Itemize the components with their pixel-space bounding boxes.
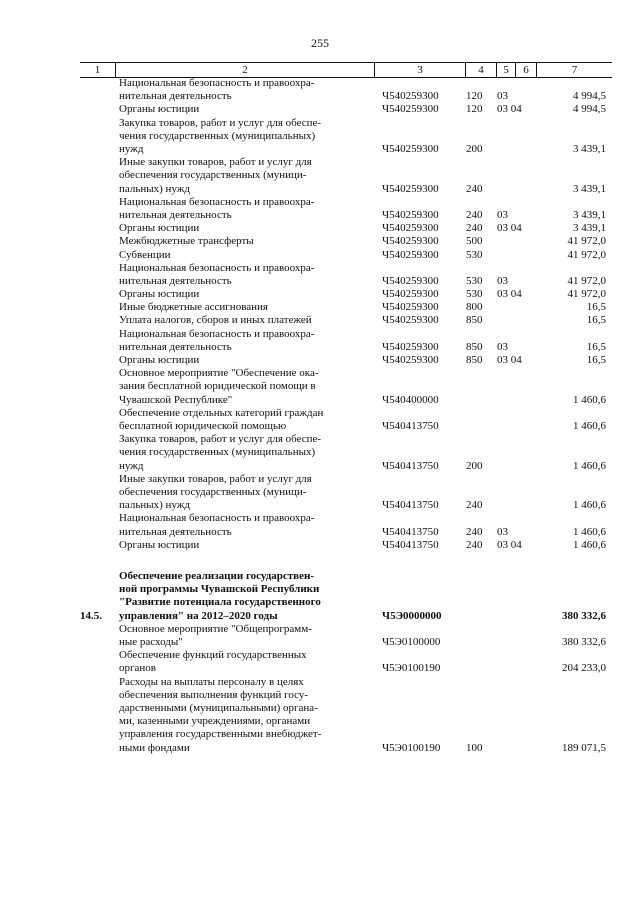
row-amount: 3 439,1 (573, 182, 606, 195)
row-name-line: бесплатной юридической помощью (119, 420, 287, 433)
row-amount: 1 460,6 (573, 420, 606, 433)
row-name-line: Национальная безопасность и правоохра- (119, 327, 315, 340)
row-name-line: чения государственных (муниципальных) (119, 129, 316, 142)
header-col-2: 2 (242, 64, 248, 76)
row-expense-type: 240 (466, 208, 483, 221)
row-name-line: Органы юстиции (119, 288, 200, 301)
row-section: 03 04 (497, 103, 522, 116)
row-name-line: нительная деятельность (119, 90, 232, 103)
row-code: Ч5Э0100190 (382, 741, 441, 754)
row-expense-type: 240 (466, 222, 483, 235)
row-name-line: нужд (119, 459, 144, 472)
row-amount: 380 332,6 (562, 609, 606, 622)
row-name-line: Уплата налогов, сборов и иных платежей (119, 314, 312, 327)
row-expense-type: 200 (466, 142, 483, 155)
row-section: 03 (497, 274, 508, 287)
row-name-line: управления государственными внебюджет- (119, 728, 322, 741)
row-name-line: нительная деятельность (119, 525, 232, 538)
row-name (119, 433, 364, 473)
header-col-4: 4 (478, 64, 484, 76)
row-expense-type: 500 (466, 235, 483, 248)
row-amount: 1 460,6 (573, 393, 606, 406)
row-name-line: Органы юстиции (119, 222, 200, 235)
row-amount: 41 972,0 (567, 235, 606, 248)
table-row (0, 407, 640, 433)
row-amount: 16,5 (586, 354, 606, 367)
row-expense-type: 850 (466, 340, 483, 353)
row-code: Ч540259300 (382, 142, 439, 155)
row-name (119, 367, 364, 407)
table-row (0, 235, 640, 248)
row-name (119, 117, 364, 157)
row-name (119, 473, 364, 513)
table-row (0, 77, 640, 103)
table-row (0, 473, 640, 513)
row-amount: 1 460,6 (573, 459, 606, 472)
table-row (0, 288, 640, 301)
row-name (119, 196, 364, 222)
row-expense-type: 800 (466, 301, 483, 314)
row-code: Ч540413750 (382, 499, 439, 512)
row-name (119, 649, 364, 675)
row-expense-type: 530 (466, 288, 483, 301)
table-row (0, 314, 640, 327)
row-name-line: Основное мероприятие "Обеспечение ока- (119, 367, 319, 380)
row-code: Ч540413750 (382, 538, 439, 551)
header-col-3: 3 (417, 64, 423, 76)
row-name-line: Субвенции (119, 248, 171, 261)
row-expense-type: 120 (466, 103, 483, 116)
row-name-line: нительная деятельность (119, 208, 232, 221)
header-col-1: 1 (94, 64, 101, 76)
row-name-line: Национальная безопасность и правоохра- (119, 261, 315, 274)
row-code: Ч540259300 (382, 182, 439, 195)
table-row (0, 676, 640, 755)
row-name-line: Обеспечение реализации государствен- (119, 569, 314, 582)
row-name-line: ными фондами (119, 741, 190, 754)
table-row (0, 539, 640, 552)
row-code: Ч540259300 (382, 314, 439, 327)
row-name-line: Национальная безопасность и правоохра- (119, 512, 315, 525)
row-name (119, 288, 364, 301)
row-name (119, 301, 364, 314)
table-row (0, 262, 640, 288)
table-row (0, 249, 640, 262)
table-row (0, 222, 640, 235)
row-amount: 41 972,0 (567, 274, 606, 287)
row-section: 03 04 (497, 538, 522, 551)
table-row (0, 433, 640, 473)
row-amount: 41 972,0 (567, 248, 606, 261)
row-name (119, 407, 364, 433)
header-col-5: 5 (503, 64, 509, 76)
row-code: Ч540413750 (382, 420, 439, 433)
row-name-line: Органы юстиции (119, 538, 200, 551)
row-expense-type: 240 (466, 499, 483, 512)
row-name-line: органов (119, 662, 156, 675)
row-amount: 1 460,6 (573, 499, 606, 512)
row-name (119, 676, 364, 755)
row-name (119, 570, 364, 623)
table-row (0, 570, 640, 623)
row-name-line: ные расходы" (119, 635, 183, 648)
row-name-line: Иные бюджетные ассигнования (119, 301, 268, 314)
row-name-line: нительная деятельность (119, 340, 232, 353)
row-name (119, 328, 364, 354)
row-amount: 1 460,6 (573, 538, 606, 551)
row-code: Ч540259300 (382, 90, 439, 103)
row-name-line: Основное мероприятие "Общепрограмм- (119, 622, 312, 635)
row-code: Ч540413750 (382, 525, 439, 538)
row-section: 03 04 (497, 222, 522, 235)
row-code: Ч540259300 (382, 274, 439, 287)
row-name (119, 77, 364, 103)
table-body (0, 77, 640, 755)
table-row (0, 301, 640, 314)
row-name-line: зания бесплатной юридической помощи в (119, 380, 316, 393)
row-section: 03 (497, 340, 508, 353)
spacer-row (0, 552, 640, 570)
row-expense-type: 530 (466, 274, 483, 287)
table-row (0, 649, 640, 675)
row-code: Ч540259300 (382, 301, 439, 314)
row-name-line: Национальная безопасность и правоохра- (119, 76, 315, 89)
row-amount: 3 439,1 (573, 142, 606, 155)
table-row (0, 623, 640, 649)
row-expense-type: 850 (466, 354, 483, 367)
page-number: 255 (311, 36, 329, 50)
row-amount: 3 439,1 (573, 222, 606, 235)
row-name-line: ми, казенными учреждениями, органами (119, 715, 311, 728)
header-col-6: 6 (523, 64, 529, 76)
row-name-line: пальных) нужд (119, 182, 191, 195)
row-code: Ч5Э0100190 (382, 662, 441, 675)
table-row (0, 196, 640, 222)
row-code: Ч540259300 (382, 208, 439, 221)
row-expense-type: 850 (466, 314, 483, 327)
row-amount: 204 233,0 (562, 662, 606, 675)
row-name-line: Межбюджетные трансферты (119, 235, 254, 248)
row-amount: 189 071,5 (562, 741, 606, 754)
table-row (0, 512, 640, 538)
row-amount: 16,5 (586, 301, 606, 314)
row-name-line: Иные закупки товаров, работ и услуг для (119, 156, 312, 169)
row-section: 03 (497, 208, 508, 221)
row-name-line: "Развитие потенциала государственного (119, 596, 321, 609)
row-name-line: обеспечения выполнения функций госу- (119, 688, 309, 701)
row-name-line: Обеспечение отдельных категорий граждан (119, 406, 324, 419)
row-name-line: ной программы Чувашской Республики (119, 583, 320, 596)
row-section: 03 (497, 90, 508, 103)
row-name (119, 539, 364, 552)
row-name-line: Расходы на выплаты персоналу в целях (119, 675, 304, 688)
row-name (119, 262, 364, 288)
row-name-line: Чувашской Республике" (119, 393, 233, 406)
row-name (119, 623, 364, 649)
row-name-line: Иные закупки товаров, работ и услуг для (119, 472, 312, 485)
row-amount: 4 994,5 (573, 103, 606, 116)
row-amount: 1 460,6 (573, 525, 606, 538)
row-code: Ч540259300 (382, 235, 439, 248)
row-name (119, 235, 364, 248)
row-name-line: чения государственных (муниципальных) (119, 446, 316, 459)
row-amount: 380 332,6 (562, 635, 606, 648)
row-code: Ч540413750 (382, 459, 439, 472)
header-col-7: 7 (571, 64, 578, 76)
row-name-line: Национальная безопасность и правоохра- (119, 195, 315, 208)
row-section: 03 04 (497, 354, 522, 367)
row-name (119, 249, 364, 262)
row-name-line: Органы юстиции (119, 354, 200, 367)
row-amount: 4 994,5 (573, 90, 606, 103)
row-section: 03 (497, 525, 508, 538)
row-code: Ч540259300 (382, 354, 439, 367)
table-row (0, 103, 640, 116)
row-expense-type: 200 (466, 459, 483, 472)
row-name (119, 354, 364, 367)
table-row (0, 328, 640, 354)
table-row (0, 354, 640, 367)
row-expense-type: 530 (466, 248, 483, 261)
row-name-line: нительная деятельность (119, 274, 232, 287)
row-code: Ч540400000 (382, 393, 439, 406)
row-code: Ч540259300 (382, 222, 439, 235)
table-row (0, 367, 640, 407)
row-expense-type: 120 (466, 90, 483, 103)
row-code: Ч540259300 (382, 103, 439, 116)
row-code: Ч540259300 (382, 340, 439, 353)
row-name-line: нужд (119, 142, 144, 155)
row-name (119, 314, 364, 327)
row-expense-type: 240 (466, 538, 483, 551)
row-amount: 3 439,1 (573, 208, 606, 221)
table-row (0, 156, 640, 196)
row-name-line: управления" на 2012–2020 годы (119, 609, 278, 622)
row-name-line: Обеспечение функций государственных (119, 649, 307, 662)
row-name-line: дарственными (муниципальными) органа- (119, 701, 318, 714)
row-name (119, 156, 364, 196)
row-amount: 16,5 (586, 340, 606, 353)
row-expense-type: 100 (466, 741, 483, 754)
row-section: 03 04 (497, 288, 522, 301)
row-code: Ч5Э0000000 (382, 609, 442, 622)
table-header (80, 62, 612, 78)
row-name-line: обеспечения государственных (муници- (119, 486, 307, 499)
row-name (119, 222, 364, 235)
row-name-line: Органы юстиции (119, 103, 200, 116)
row-number: 14.5. (80, 609, 102, 622)
row-expense-type: 240 (466, 182, 483, 195)
row-name-line: Закупка товаров, работ и услуг для обеспе- (119, 433, 322, 446)
row-name-line: Закупка товаров, работ и услуг для обеспе- (119, 116, 322, 129)
table-row (0, 117, 640, 157)
row-amount: 41 972,0 (567, 288, 606, 301)
row-expense-type: 240 (466, 525, 483, 538)
row-code: Ч5Э0100000 (382, 635, 441, 648)
row-amount: 16,5 (586, 314, 606, 327)
row-code: Ч540259300 (382, 248, 439, 261)
row-name (119, 103, 364, 116)
row-name-line: пальных) нужд (119, 499, 191, 512)
row-name (119, 512, 364, 538)
row-name-line: обеспечения государственных (муници- (119, 169, 307, 182)
row-code: Ч540259300 (382, 288, 439, 301)
